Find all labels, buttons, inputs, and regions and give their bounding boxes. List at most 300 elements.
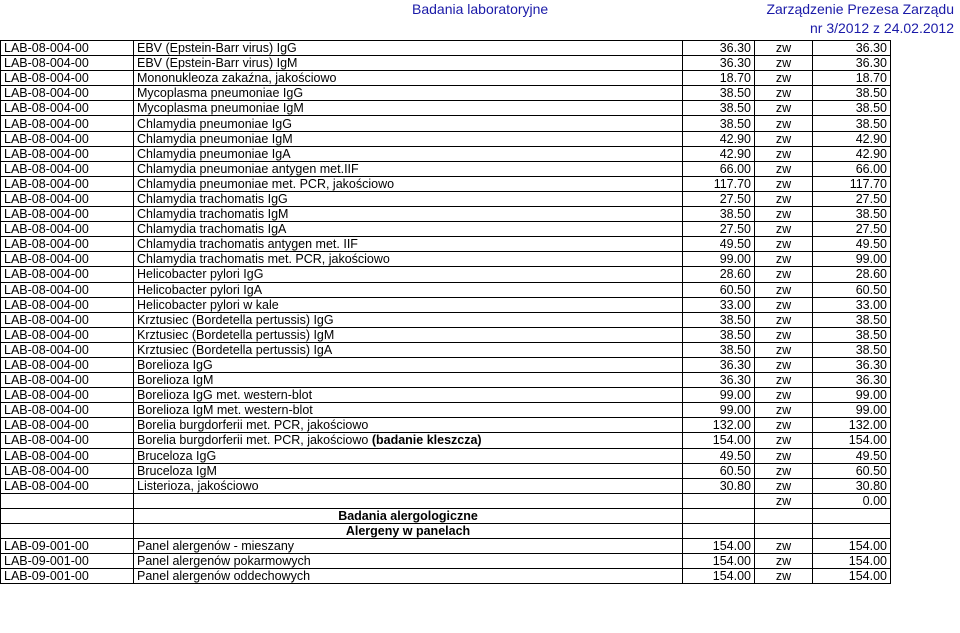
net-price-cell: [683, 131, 755, 146]
vat-cell: [755, 297, 813, 312]
test-name-cell: [134, 569, 683, 584]
gross-price-cell: [813, 267, 891, 282]
gross-price-cell: [813, 56, 891, 71]
header-regulation-number: nr 3/2012 z 24.02.2012: [809, 20, 954, 36]
test-code-cell: [1, 191, 134, 206]
vat-cell-text: zw: [775, 71, 792, 86]
net-price-cell-text: 38.50: [719, 312, 751, 327]
vat-cell: [755, 86, 813, 101]
test-name-cell-text: Mycoplasma pneumoniae IgM: [137, 101, 304, 116]
test-name-cell-text: Bruceloza IgG: [137, 448, 217, 463]
gross-price-cell-text: 99.00: [855, 388, 887, 403]
vat-cell: [755, 327, 813, 342]
test-code-cell: [1, 493, 134, 508]
test-name-cell: [134, 41, 683, 56]
gross-price-cell-text: 28.60: [855, 267, 887, 282]
net-price-cell-text: 28.60: [719, 267, 751, 282]
net-price-cell-text: 60.50: [719, 463, 751, 478]
test-name-cell: [134, 282, 683, 297]
test-code-cell: [1, 41, 134, 56]
gross-price-cell-text: 132.00: [848, 418, 887, 433]
test-name-cell-text: Mononukleoza zakaźna, jakościowo: [137, 71, 337, 86]
vat-cell: [755, 554, 813, 569]
table-row: [1, 478, 891, 493]
test-name-cell-text: Borelioza IgG met. western-blot: [137, 388, 313, 403]
gross-price-cell: [813, 373, 891, 388]
net-price-cell: [683, 539, 755, 554]
test-code-cell-text: LAB-08-004-00: [4, 252, 89, 267]
net-price-cell: [683, 569, 755, 584]
test-code-cell: [1, 222, 134, 237]
vat-cell-text: zw: [775, 101, 792, 116]
net-price-cell: [683, 267, 755, 282]
net-price-cell: [683, 357, 755, 372]
test-code-cell-text: LAB-08-004-00: [4, 101, 89, 116]
test-name-cell: [134, 357, 683, 372]
test-name-cell: [134, 327, 683, 342]
test-code-cell-text: LAB-08-004-00: [4, 463, 89, 478]
gross-price-cell: [813, 101, 891, 116]
test-name-cell-text: Chlamydia pneumoniae IgA: [137, 146, 291, 161]
vat-cell: [755, 508, 813, 523]
test-name-cell: [134, 131, 683, 146]
gross-price-cell: [813, 222, 891, 237]
test-name-cell: [134, 207, 683, 222]
price-table: [0, 40, 891, 584]
test-code-cell-text: LAB-08-004-00: [4, 41, 89, 56]
gross-price-cell-text: 18.70: [855, 71, 887, 86]
test-code-cell: [1, 448, 134, 463]
test-code-cell: [1, 282, 134, 297]
gross-price-cell: [813, 207, 891, 222]
vat-cell: [755, 493, 813, 508]
test-name-note: (badanie kleszcza): [371, 433, 482, 448]
header-regulation: Zarządzenie Prezesa Zarządu: [766, 1, 954, 17]
test-code-cell-text: LAB-08-004-00: [4, 86, 89, 101]
net-price-cell-text: 154.00: [712, 539, 751, 554]
gross-price-cell: [813, 569, 891, 584]
vat-cell: [755, 539, 813, 554]
test-name-cell: [134, 56, 683, 71]
net-price-cell: [683, 388, 755, 403]
test-code-cell: [1, 101, 134, 116]
gross-price-cell-text: 154.00: [848, 554, 887, 569]
gross-price-cell: [813, 191, 891, 206]
page-header: [0, 0, 960, 40]
test-name-cell-text: EBV (Epstein-Barr virus) IgG: [137, 41, 297, 56]
test-name-cell-text: Mycoplasma pneumoniae IgG: [137, 86, 304, 101]
test-code-cell: [1, 131, 134, 146]
gross-price-cell: [813, 478, 891, 493]
test-code-cell-text: LAB-08-004-00: [4, 116, 89, 131]
gross-price-cell-text: 38.50: [855, 86, 887, 101]
table-row: [1, 373, 891, 388]
gross-price-cell: [813, 539, 891, 554]
net-price-cell-text: 38.50: [719, 116, 751, 131]
test-name-cell-text: Panel alergenów oddechowych: [137, 569, 311, 584]
net-price-cell: [683, 161, 755, 176]
gross-price-cell-text: 36.30: [855, 358, 887, 373]
test-code-cell: [1, 176, 134, 191]
net-price-cell: [683, 418, 755, 433]
test-name-cell: [134, 161, 683, 176]
test-code-cell-text: LAB-08-004-00: [4, 448, 89, 463]
vat-cell: [755, 463, 813, 478]
vat-cell: [755, 207, 813, 222]
net-price-cell: [683, 448, 755, 463]
gross-price-cell: [813, 86, 891, 101]
vat-cell: [755, 131, 813, 146]
table-row: [1, 448, 891, 463]
vat-cell: [755, 448, 813, 463]
test-code-cell-text: LAB-08-004-00: [4, 418, 89, 433]
vat-cell: [755, 146, 813, 161]
test-name-cell-text: Listerioza, jakościowo: [137, 478, 259, 493]
test-code-cell-text: LAB-08-004-00: [4, 131, 89, 146]
net-price-cell: [683, 478, 755, 493]
price-table-body: [1, 41, 891, 584]
net-price-cell-text: 27.50: [719, 222, 751, 237]
vat-cell: [755, 56, 813, 71]
table-row: [1, 312, 891, 327]
test-name-cell: [134, 312, 683, 327]
net-price-cell: [683, 116, 755, 131]
test-code-cell-text: LAB-09-001-00: [4, 539, 89, 554]
net-price-cell: [683, 403, 755, 418]
net-price-cell: [683, 252, 755, 267]
vat-cell-text: zw: [775, 56, 792, 71]
vat-cell-text: zw: [775, 252, 792, 267]
gross-price-cell: [813, 116, 891, 131]
test-code-cell-text: LAB-08-004-00: [4, 207, 89, 222]
test-code-cell-text: LAB-08-004-00: [4, 56, 89, 71]
table-row: [1, 71, 891, 86]
table-row: [1, 463, 891, 478]
vat-cell-text: zw: [775, 161, 792, 176]
gross-price-cell-text: 36.30: [855, 41, 887, 56]
test-name-cell-text: Chlamydia trachomatis IgG: [137, 191, 288, 206]
test-code-cell-text: LAB-08-004-00: [4, 176, 89, 191]
test-name-cell: [134, 388, 683, 403]
test-code-cell-text: LAB-08-004-00: [4, 373, 89, 388]
net-price-cell-text: 38.50: [719, 327, 751, 342]
table-row: [1, 357, 891, 372]
table-row: [1, 131, 891, 146]
vat-cell-text: zw: [775, 554, 792, 569]
net-price-cell-text: 154.00: [712, 433, 751, 448]
test-name-cell: [134, 539, 683, 554]
net-price-cell-text: 33.00: [719, 297, 751, 312]
vat-cell-text: zw: [775, 388, 792, 403]
gross-price-cell-text: 49.50: [855, 237, 887, 252]
net-price-cell: [683, 176, 755, 191]
vat-cell: [755, 312, 813, 327]
vat-cell: [755, 252, 813, 267]
gross-price-cell: [813, 554, 891, 569]
test-name-cell-text: Chlamydia trachomatis IgA: [137, 222, 287, 237]
test-code-cell: [1, 524, 134, 539]
gross-price-cell: [813, 41, 891, 56]
test-name-cell: [134, 101, 683, 116]
vat-cell-text: zw: [775, 131, 792, 146]
table-row: [1, 539, 891, 554]
net-price-cell: [683, 297, 755, 312]
test-code-cell: [1, 146, 134, 161]
vat-cell-text: zw: [775, 463, 792, 478]
table-row: [1, 207, 891, 222]
table-row: [1, 554, 891, 569]
test-name-cell: [134, 252, 683, 267]
net-price-cell: [683, 327, 755, 342]
test-code-cell: [1, 403, 134, 418]
vat-cell-text: zw: [775, 373, 792, 388]
test-name-cell: [134, 176, 683, 191]
test-name-cell-text: Chlamydia trachomatis antygen met. IIF: [137, 237, 358, 252]
gross-price-cell: [813, 161, 891, 176]
net-price-cell: [683, 342, 755, 357]
test-code-cell-text: LAB-08-004-00: [4, 191, 89, 206]
test-name-cell: [134, 86, 683, 101]
test-name-cell-text: Alergeny w panelach: [345, 524, 471, 539]
test-code-cell: [1, 297, 134, 312]
net-price-cell-text: 154.00: [712, 554, 751, 569]
test-code-cell: [1, 86, 134, 101]
vat-cell-text: zw: [775, 267, 792, 282]
vat-cell: [755, 71, 813, 86]
vat-cell-text: zw: [775, 282, 792, 297]
gross-price-cell: [813, 433, 891, 448]
gross-price-cell: [813, 403, 891, 418]
test-name-cell: [134, 508, 683, 523]
vat-cell-text: zw: [775, 433, 792, 448]
test-name-cell-text: Chlamydia pneumoniae IgM: [137, 131, 293, 146]
test-name-cell-text: Helicobacter pylori w kale: [137, 297, 279, 312]
gross-price-cell-text: 38.50: [855, 116, 887, 131]
test-code-cell-text: LAB-08-004-00: [4, 282, 89, 297]
net-price-cell-text: 38.50: [719, 86, 751, 101]
vat-cell: [755, 418, 813, 433]
test-name-cell: [134, 433, 683, 448]
test-code-cell-text: LAB-08-004-00: [4, 403, 89, 418]
table-row: [1, 327, 891, 342]
gross-price-cell-text: 60.50: [855, 463, 887, 478]
table-row: [1, 56, 891, 71]
net-price-cell-text: 154.00: [712, 569, 751, 584]
vat-cell: [755, 101, 813, 116]
test-code-cell: [1, 207, 134, 222]
test-code-cell: [1, 342, 134, 357]
gross-price-cell-text: 0.00: [862, 493, 887, 508]
gross-price-cell-text: 30.80: [855, 478, 887, 493]
net-price-cell: [683, 146, 755, 161]
test-code-cell: [1, 554, 134, 569]
table-row: [1, 191, 891, 206]
vat-cell: [755, 191, 813, 206]
gross-price-cell-text: 38.50: [855, 312, 887, 327]
test-code-cell-text: LAB-08-004-00: [4, 297, 89, 312]
table-row: [1, 176, 891, 191]
test-name-cell-text: Chlamydia pneumoniae met. PCR, jakościowo: [137, 176, 395, 191]
test-name-cell-text: Chlamydia pneumoniae antygen met.IIF: [137, 161, 359, 176]
test-code-cell: [1, 373, 134, 388]
table-row: [1, 252, 891, 267]
test-name-cell-text: Borelia burgdorferii met. PCR, jakościowo: [137, 418, 369, 433]
gross-price-cell: [813, 282, 891, 297]
net-price-cell-text: 99.00: [719, 388, 751, 403]
test-name-cell: [134, 222, 683, 237]
net-price-cell: [683, 101, 755, 116]
net-price-cell-text: 38.50: [719, 101, 751, 116]
test-code-cell: [1, 478, 134, 493]
table-row: [1, 388, 891, 403]
net-price-cell-text: 36.30: [719, 56, 751, 71]
test-name-cell-text: EBV (Epstein-Barr virus) IgM: [137, 56, 298, 71]
vat-cell: [755, 524, 813, 539]
gross-price-cell: [813, 463, 891, 478]
vat-cell-text: zw: [775, 222, 792, 237]
net-price-cell: [683, 463, 755, 478]
test-code-cell-text: LAB-08-004-00: [4, 478, 89, 493]
net-price-cell-text: 38.50: [719, 207, 751, 222]
net-price-cell-text: 99.00: [719, 403, 751, 418]
test-name-cell: [134, 116, 683, 131]
gross-price-cell: [813, 237, 891, 252]
gross-price-cell: [813, 131, 891, 146]
vat-cell-text: zw: [775, 237, 792, 252]
test-code-cell: [1, 237, 134, 252]
net-price-cell: [683, 41, 755, 56]
gross-price-cell: [813, 342, 891, 357]
test-code-cell: [1, 418, 134, 433]
gross-price-cell: [813, 448, 891, 463]
gross-price-cell-text: 154.00: [848, 433, 887, 448]
vat-cell: [755, 116, 813, 131]
gross-price-cell: [813, 524, 891, 539]
test-name-cell: [134, 524, 683, 539]
gross-price-cell: [813, 508, 891, 523]
vat-cell-text: zw: [775, 478, 792, 493]
gross-price-cell-text: 42.90: [855, 146, 887, 161]
net-price-cell: [683, 373, 755, 388]
test-name-cell-text: Helicobacter pylori IgA: [137, 282, 263, 297]
net-price-cell-text: 42.90: [719, 146, 751, 161]
test-name-cell-text: Badania alergologiczne: [338, 508, 478, 523]
net-price-cell-text: 36.30: [719, 373, 751, 388]
test-name-cell: [134, 71, 683, 86]
test-code-cell-text: LAB-08-004-00: [4, 237, 89, 252]
test-name-cell: [134, 478, 683, 493]
vat-cell-text: zw: [775, 418, 792, 433]
test-name-cell-text: Helicobacter pylori IgG: [137, 267, 264, 282]
net-price-cell: [683, 86, 755, 101]
net-price-cell: [683, 524, 755, 539]
net-price-cell-text: 49.50: [719, 448, 751, 463]
table-row: [1, 146, 891, 161]
vat-cell: [755, 357, 813, 372]
net-price-cell: [683, 191, 755, 206]
test-name-cell-text: Chlamydia trachomatis met. PCR, jakościowo: [137, 252, 390, 267]
section-header-row: [1, 524, 891, 539]
test-code-cell: [1, 56, 134, 71]
table-row: [1, 101, 891, 116]
net-price-cell-text: 18.70: [719, 71, 751, 86]
gross-price-cell-text: 36.30: [855, 373, 887, 388]
test-code-cell-text: LAB-08-004-00: [4, 146, 89, 161]
test-name-cell-text: Bruceloza IgM: [137, 463, 217, 478]
gross-price-cell: [813, 176, 891, 191]
vat-cell-text: zw: [775, 207, 792, 222]
net-price-cell-text: 60.50: [719, 282, 751, 297]
vat-cell-text: zw: [775, 312, 792, 327]
gross-price-cell-text: 42.90: [855, 131, 887, 146]
vat-cell-text: zw: [775, 297, 792, 312]
gross-price-cell-text: 154.00: [848, 569, 887, 584]
vat-cell: [755, 267, 813, 282]
test-name-cell-text: Krztusiec (Bordetella pertussis) IgA: [137, 342, 333, 357]
table-row: [1, 267, 891, 282]
test-code-cell: [1, 116, 134, 131]
test-code-cell: [1, 569, 134, 584]
test-name-cell: [134, 463, 683, 478]
test-name-cell-text: Chlamydia pneumoniae IgG: [137, 116, 292, 131]
test-code-cell: [1, 539, 134, 554]
test-name-cell-text: Krztusiec (Bordetella pertussis) IgM: [137, 327, 335, 342]
vat-cell: [755, 237, 813, 252]
test-code-cell-text: LAB-09-001-00: [4, 569, 89, 584]
gross-price-cell-text: 38.50: [855, 342, 887, 357]
test-code-cell-text: LAB-08-004-00: [4, 327, 89, 342]
test-name-cell-text: Borelioza IgM met. western-blot: [137, 403, 313, 418]
test-code-cell-text: LAB-08-004-00: [4, 433, 89, 448]
net-price-cell: [683, 237, 755, 252]
test-code-cell-text: LAB-08-004-00: [4, 342, 89, 357]
test-code-cell-text: LAB-08-004-00: [4, 161, 89, 176]
gross-price-cell: [813, 418, 891, 433]
table-row: [1, 237, 891, 252]
test-code-cell-text: LAB-08-004-00: [4, 312, 89, 327]
table-row: [1, 297, 891, 312]
vat-cell: [755, 282, 813, 297]
net-price-cell: [683, 433, 755, 448]
test-name-cell: [134, 237, 683, 252]
table-row: [1, 493, 891, 508]
test-code-cell: [1, 161, 134, 176]
test-code-cell: [1, 463, 134, 478]
vat-cell-text: zw: [775, 327, 792, 342]
test-code-cell: [1, 327, 134, 342]
test-code-cell: [1, 433, 134, 448]
net-price-cell: [683, 207, 755, 222]
net-price-cell: [683, 508, 755, 523]
test-name-cell: [134, 403, 683, 418]
gross-price-cell-text: 99.00: [855, 252, 887, 267]
vat-cell: [755, 388, 813, 403]
test-name-cell: [134, 191, 683, 206]
table-row: [1, 282, 891, 297]
gross-price-cell-text: 33.00: [855, 297, 887, 312]
net-price-cell-text: 132.00: [712, 418, 751, 433]
test-name-cell: [134, 448, 683, 463]
table-row: [1, 433, 891, 448]
vat-cell-text: zw: [775, 191, 792, 206]
test-name-cell: [134, 493, 683, 508]
net-price-cell: [683, 222, 755, 237]
net-price-cell: [683, 312, 755, 327]
test-name-cell: [134, 554, 683, 569]
vat-cell: [755, 342, 813, 357]
vat-cell-text: zw: [775, 146, 792, 161]
gross-price-cell-text: 99.00: [855, 403, 887, 418]
